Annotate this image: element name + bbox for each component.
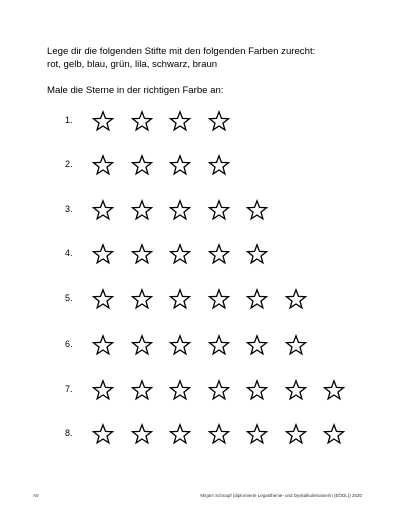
outline-star-icon[interactable] xyxy=(208,423,230,445)
outline-star-icon[interactable] xyxy=(169,154,191,176)
outline-star-icon[interactable] xyxy=(323,423,345,445)
row-number: 2. xyxy=(65,159,73,169)
outline-star-icon[interactable] xyxy=(169,423,191,445)
outline-star-icon[interactable] xyxy=(92,199,114,221)
row-number: 5. xyxy=(65,293,73,303)
footer-credit: Mirjam Schnapf (diplomierte Legasthenie- und Dyskalkulietrainerin (EÖDL)) 2020 xyxy=(200,493,362,498)
outline-star-icon[interactable] xyxy=(169,379,191,401)
outline-star-icon[interactable] xyxy=(92,243,114,265)
outline-star-icon[interactable] xyxy=(285,379,307,401)
outline-star-icon[interactable] xyxy=(208,110,230,132)
outline-star-icon[interactable] xyxy=(208,379,230,401)
outline-star-icon[interactable] xyxy=(285,334,307,356)
outline-star-icon[interactable] xyxy=(131,243,153,265)
outline-star-icon[interactable] xyxy=(208,288,230,310)
outline-star-icon[interactable] xyxy=(246,288,268,310)
row-number: 6. xyxy=(65,339,73,349)
outline-star-icon[interactable] xyxy=(285,288,307,310)
row-number: 1. xyxy=(65,115,73,125)
outline-star-icon[interactable] xyxy=(208,199,230,221)
outline-star-icon[interactable] xyxy=(208,243,230,265)
outline-star-icon[interactable] xyxy=(246,243,268,265)
outline-star-icon[interactable] xyxy=(285,423,307,445)
outline-star-icon[interactable] xyxy=(131,379,153,401)
outline-star-icon[interactable] xyxy=(92,379,114,401)
row-number: 7. xyxy=(65,384,73,394)
outline-star-icon[interactable] xyxy=(92,154,114,176)
outline-star-icon[interactable] xyxy=(169,199,191,221)
outline-star-icon[interactable] xyxy=(246,199,268,221)
outline-star-icon[interactable] xyxy=(92,110,114,132)
instruction-line-3: Male die Sterne in der richtigen Farbe an: xyxy=(47,85,224,96)
outline-star-icon[interactable] xyxy=(131,423,153,445)
outline-star-icon[interactable] xyxy=(169,243,191,265)
outline-star-icon[interactable] xyxy=(131,199,153,221)
row-number: 4. xyxy=(65,248,73,258)
outline-star-icon[interactable] xyxy=(246,379,268,401)
outline-star-icon[interactable] xyxy=(131,334,153,356)
instruction-line-2: rot, gelb, blau, grün, lila, schwarz, braun xyxy=(47,59,218,70)
outline-star-icon[interactable] xyxy=(246,423,268,445)
outline-star-icon[interactable] xyxy=(169,288,191,310)
outline-star-icon[interactable] xyxy=(131,110,153,132)
outline-star-icon[interactable] xyxy=(131,288,153,310)
row-number: 3. xyxy=(65,204,73,214)
outline-star-icon[interactable] xyxy=(169,110,191,132)
outline-star-icon[interactable] xyxy=(208,334,230,356)
outline-star-icon[interactable] xyxy=(246,334,268,356)
outline-star-icon[interactable] xyxy=(92,334,114,356)
outline-star-icon[interactable] xyxy=(208,154,230,176)
row-number: 8. xyxy=(65,428,73,438)
outline-star-icon[interactable] xyxy=(92,423,114,445)
outline-star-icon[interactable] xyxy=(92,288,114,310)
footer-left: A0 xyxy=(33,493,39,498)
instruction-line-1: Lege dir die folgenden Stifte mit den folgenden Farben zurecht: xyxy=(47,46,316,57)
outline-star-icon[interactable] xyxy=(169,334,191,356)
outline-star-icon[interactable] xyxy=(323,379,345,401)
outline-star-icon[interactable] xyxy=(131,154,153,176)
